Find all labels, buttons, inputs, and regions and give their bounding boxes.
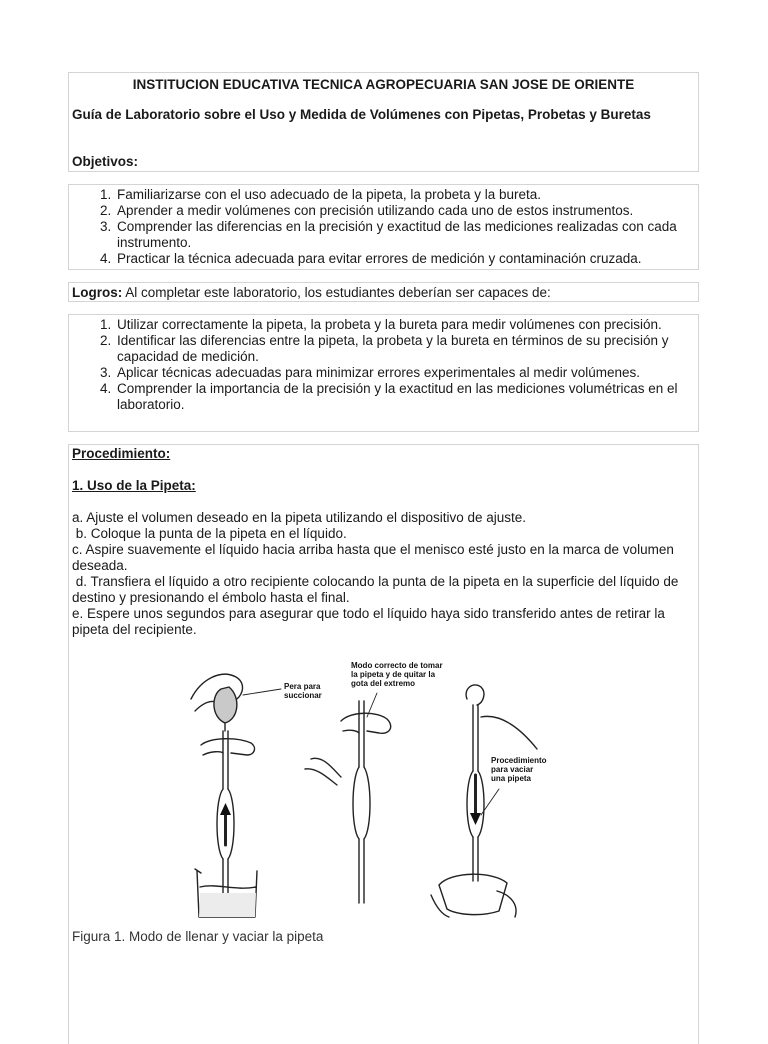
label-proc-line2: para vaciar	[491, 765, 534, 774]
header-box	[68, 72, 699, 172]
label-modo-line2: la pipeta y de quitar la	[351, 670, 436, 679]
pipette-section-heading: 1. Uso de la Pipeta:	[72, 478, 196, 493]
procedure-step: e. Espere unos segundos para asegurar que todo el líquido haya sido transferido antes de retirar la pipeta del recipiente.	[72, 606, 665, 637]
procedure-heading: Procedimiento:	[72, 446, 171, 461]
label-proc-line3: una pipeta	[491, 774, 532, 783]
procedure-steps	[72, 510, 692, 638]
fill-pipette-illustration	[191, 674, 257, 917]
figure-caption: Figura 1. Modo de llenar y vaciar la pipeta	[72, 929, 324, 944]
procedure-step: a. Ajuste el volumen deseado en la pipeta utilizando el dispositivo de ajuste.	[72, 510, 527, 525]
achievements-list	[69, 317, 698, 413]
label-modo-line1: Modo correcto de tomar	[351, 661, 443, 670]
achievements-intro-box	[68, 282, 699, 302]
achievement-item: 2. Identificar las diferencias entre la pipeta, la probeta y la bureta en términos de su precisión y capacidad de medición.	[115, 333, 698, 365]
objectives-box	[68, 184, 699, 270]
procedure-step: d. Transfiera el líquido a otro recipiente colocando la punta de la pipeta en la superficie del líquido de destino y presionando el émbolo hasta el final.	[72, 574, 683, 605]
empty-pipette-illustration	[431, 685, 537, 917]
procedure-box	[68, 444, 699, 1044]
document-title: INSTITUCION EDUCATIVA TECNICA AGROPECUARIA SAN JOSE DE ORIENTE	[132, 77, 635, 92]
objectives-heading: Objetivos:	[72, 154, 139, 169]
label-pera-line2: succionar	[284, 691, 322, 700]
read-pipette-illustration	[305, 701, 391, 903]
label-modo-line3: gota del extremo	[351, 679, 416, 688]
achievement-item: 4. Comprender la importancia de la precisión y la exactitud en las mediciones volumétricas en el laboratorio.	[115, 381, 698, 413]
label-pera-line1: Pera para	[284, 682, 321, 691]
achievements-label: Logros:	[72, 285, 123, 300]
pipette-figure	[181, 659, 561, 919]
objective-item: 4. Practicar la técnica adecuada para evitar errores de medición y contaminación cruzada.	[115, 251, 698, 267]
objective-item: 3. Comprender las diferencias en la precisión y exactitud de las mediciones realizadas con cada instrumento.	[115, 219, 698, 251]
achievements-intro: Al completar este laboratorio, los estudiantes deberían ser capaces de:	[122, 285, 551, 300]
procedure-step: b. Coloque la punta de la pipeta en el líquido.	[72, 526, 347, 541]
achievement-item: 3. Aplicar técnicas adecuadas para minimizar errores experimentales al medir volúmenes.	[115, 365, 698, 381]
achievement-item: 1. Utilizar correctamente la pipeta, la probeta y la bureta para medir volúmenes con precisión.	[115, 317, 698, 333]
objectives-list	[69, 187, 698, 267]
label-proc-line1: Procedimiento	[491, 756, 547, 765]
achievements-box	[68, 314, 699, 432]
objective-item: 1. Familiarizarse con el uso adecuado de la pipeta, la probeta y la bureta.	[115, 187, 698, 203]
guide-subtitle: Guía de Laboratorio sobre el Uso y Medida de Volúmenes con Pipetas, Probetas y Buretas	[72, 107, 651, 122]
objective-item: 2. Aprender a medir volúmenes con precisión utilizando cada uno de estos instrumentos.	[115, 203, 698, 219]
procedure-step: c. Aspire suavemente el líquido hacia arriba hasta que el menisco esté justo en la marca de volumen deseada.	[72, 542, 674, 573]
